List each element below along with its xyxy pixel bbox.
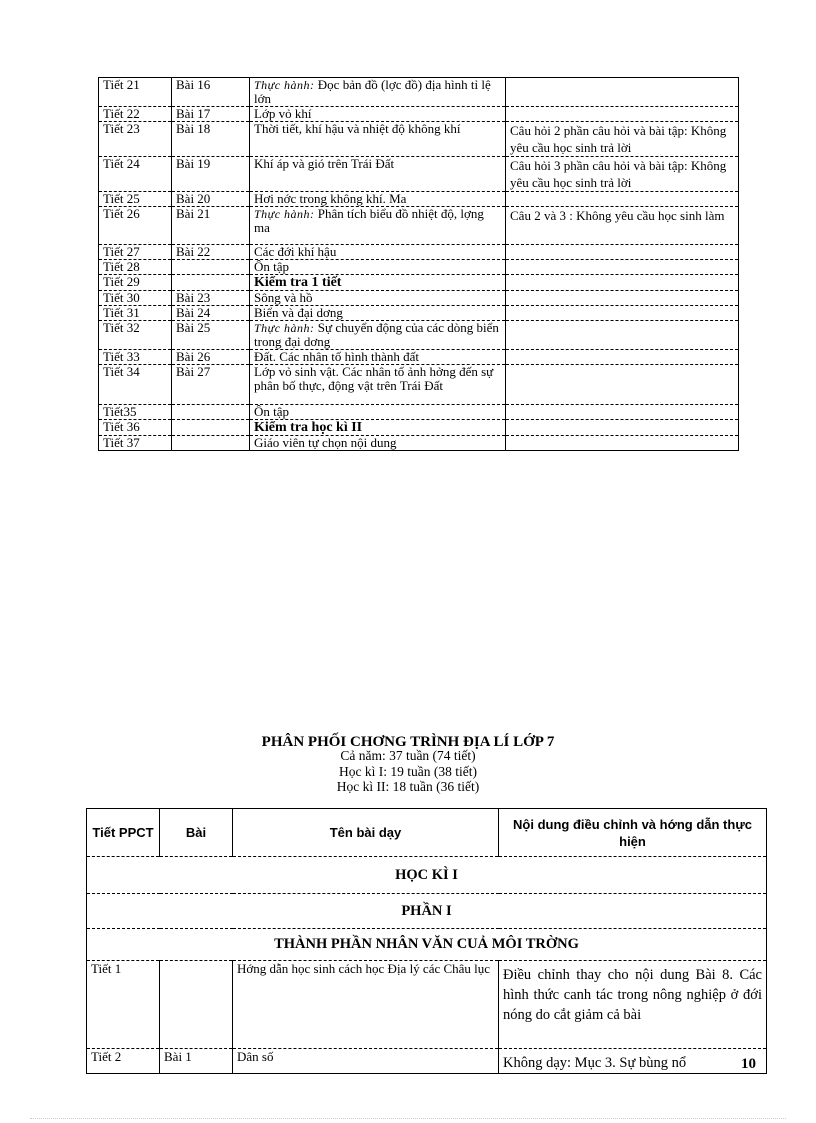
- cell-bai: [172, 260, 250, 275]
- table-row: [99, 420, 739, 436]
- practice-label: Thực hành:: [254, 207, 315, 221]
- lesson-name: Sự chuyển động của các dòng biển trong đại dơng: [254, 320, 499, 349]
- cell-ten-bai: [250, 350, 506, 365]
- cell-name: Hớng dẫn học sinh cách học Địa lý các Châu lục: [233, 961, 499, 1049]
- cell-bai: Bài 21: [172, 207, 250, 245]
- cell-bai: Bài 25: [172, 321, 250, 350]
- cell-ten-bai: [250, 420, 506, 436]
- cell-bai: Bài 19: [172, 157, 250, 192]
- lesson-name: Ôn tập: [254, 404, 290, 419]
- cell-note: [506, 306, 739, 321]
- header-ten-bai: Tên bài dạy: [233, 809, 499, 857]
- cell-note: [506, 436, 739, 451]
- cell-bai: Bài 26: [172, 350, 250, 365]
- cell-note: [506, 192, 739, 207]
- table-row: [87, 961, 767, 1049]
- cell-bai: Bài 24: [172, 306, 250, 321]
- cell-ten-bai: [250, 405, 506, 420]
- lesson-name: Ôn tập: [254, 259, 290, 274]
- cell-tiet: Tiết 2: [87, 1049, 160, 1074]
- section-phan-1: PHẦN I: [87, 894, 767, 929]
- cell-ten-bai: [250, 321, 506, 350]
- cell-bai: Bài 17: [172, 107, 250, 122]
- table-row: [99, 306, 739, 321]
- cell-bai: Bài 16: [172, 78, 250, 107]
- lesson-name: Đọc bản đồ (lợc đồ) địa hình tỉ lệ lớn: [254, 77, 491, 106]
- program-title: PHÂN PHỐI CHƠNG TRÌNH ĐỊA LÍ LỚP 7: [261, 734, 555, 750]
- table-row: [99, 275, 739, 291]
- cell-tiet: Tiết 27: [99, 245, 172, 260]
- table-row: [99, 207, 739, 245]
- table-row: [99, 350, 739, 365]
- cell-note: [506, 107, 739, 122]
- header-noi-dung: Nội dung điều chỉnh và hớng dẫn thực hiện: [499, 809, 767, 857]
- cell-note: [506, 275, 739, 291]
- cell-note: Câu hỏi 2 phần câu hỏi và bài tập: Không yêu cầu học sinh trả lời: [506, 122, 739, 157]
- cell-bai: [172, 420, 250, 436]
- table-row: [99, 365, 739, 405]
- lesson-name: Kiểm tra học kì II: [254, 420, 363, 435]
- cell-ten-bai: [250, 157, 506, 192]
- cell-tiet: Tiết 34: [99, 365, 172, 405]
- cell-note: Câu 2 và 3 : Không yêu cầu học sinh làm: [506, 207, 739, 245]
- cell-ten-bai: [250, 275, 506, 291]
- cell-ten-bai: [250, 291, 506, 306]
- cell-bai: [172, 275, 250, 291]
- cell-note: [506, 78, 739, 107]
- practice-label: Thực hành:: [254, 78, 315, 92]
- lesson-name: Biển và đại dơng: [254, 305, 343, 320]
- semester1-summary: Học kì I: 19 tuần (38 tiết): [339, 764, 477, 779]
- header-bai: Bài: [160, 809, 233, 857]
- cell-note: Điều chỉnh thay cho nội dung Bài 8. Các hình thức canh tác trong nông nghiệp ở đới nóng do cắt giảm cả bài: [499, 961, 767, 1049]
- table-row: [99, 321, 739, 350]
- section-hoc-ki-1: HỌC KÌ I: [87, 857, 767, 894]
- cell-ten-bai: [250, 122, 506, 157]
- table-row: [99, 405, 739, 420]
- cell-bai: [160, 961, 233, 1049]
- page-bottom-rule: [30, 1118, 786, 1119]
- cell-note: [506, 365, 739, 405]
- cell-tiet: Tiết 1: [87, 961, 160, 1049]
- cell-tiet: Tiết 21: [99, 78, 172, 107]
- cell-bai: Bài 18: [172, 122, 250, 157]
- cell-ten-bai: [250, 306, 506, 321]
- table-row: [99, 122, 739, 157]
- year-summary: Cả năm: 37 tuần (74 tiết): [340, 748, 476, 763]
- practice-label: Thực hành:: [254, 321, 315, 335]
- cell-tiet: Tiết 22: [99, 107, 172, 122]
- cell-bai: [172, 405, 250, 420]
- semester2-summary: Học kì II: 18 tuần (36 tiết): [336, 779, 480, 794]
- cell-bai: Bài 27: [172, 365, 250, 405]
- cell-tiet: Tiết 37: [99, 436, 172, 451]
- table-row: [87, 1049, 767, 1074]
- lesson-name: Các đới khí hậu: [254, 244, 337, 259]
- table-row: [99, 291, 739, 306]
- cell-ten-bai: [250, 107, 506, 122]
- lesson-name: Giáo viên tự chọn nội dung: [254, 435, 397, 450]
- cell-ten-bai: [250, 260, 506, 275]
- table-row: [99, 260, 739, 275]
- cell-note: [506, 291, 739, 306]
- table-row: [99, 436, 739, 451]
- cell-tiet: Tiết 25: [99, 192, 172, 207]
- cell-note: [506, 420, 739, 436]
- cell-tiet: Tiết 28: [99, 260, 172, 275]
- cell-note: [506, 260, 739, 275]
- cell-ten-bai: [250, 207, 506, 245]
- table-row: [99, 157, 739, 192]
- header-tiet: Tiết PPCT: [87, 809, 160, 857]
- cell-name: Dân số: [233, 1049, 499, 1074]
- curriculum-table-grade7: [86, 808, 767, 1074]
- cell-bai: Bài 23: [172, 291, 250, 306]
- lesson-name: Phân tích biểu đồ nhiệt độ, lợng ma: [254, 206, 484, 235]
- cell-tiet: Tiết 33: [99, 350, 172, 365]
- cell-bai: [172, 436, 250, 451]
- table-row: [99, 107, 739, 122]
- cell-tiet: Tiết 23: [99, 122, 172, 157]
- cell-ten-bai: [250, 245, 506, 260]
- cell-tiet: Tiết 30: [99, 291, 172, 306]
- cell-tiet: Tiết35: [99, 405, 172, 420]
- cell-note: Câu hỏi 3 phần câu hỏi và bài tập: Không yêu cầu học sinh trả lời: [506, 157, 739, 192]
- cell-note: [506, 405, 739, 420]
- table-row: [99, 192, 739, 207]
- lesson-name: Khí áp và gió trên Trái Đất: [254, 156, 395, 171]
- lesson-name: Sông và hồ: [254, 290, 313, 305]
- cell-ten-bai: [250, 365, 506, 405]
- cell-tiet: Tiết 26: [99, 207, 172, 245]
- cell-tiet: Tiết 32: [99, 321, 172, 350]
- cell-tiet: Tiết 31: [99, 306, 172, 321]
- cell-note: [506, 321, 739, 350]
- cell-bai: Bài 20: [172, 192, 250, 207]
- section-nhan-van: THÀNH PHẦN NHÂN VĂN CUẢ MÔI TRỜNG: [87, 929, 767, 961]
- lesson-name: Lớp vỏ khí: [254, 106, 312, 121]
- cell-ten-bai: [250, 78, 506, 107]
- table-row: [99, 78, 739, 107]
- cell-ten-bai: [250, 436, 506, 451]
- cell-note: Không dạy: Mục 3. Sự bùng nổ: [499, 1049, 767, 1074]
- lesson-name: Lớp vỏ sinh vật. Các nhân tố ảnh hởng đến sự phân bố thực, động vật trên Trái Đất: [254, 364, 494, 393]
- lesson-name: Kiểm tra 1 tiết: [254, 275, 342, 290]
- cell-ten-bai: [250, 192, 506, 207]
- page-number: 10: [741, 1056, 756, 1072]
- lesson-name: Thời tiết, khí hậu và nhiệt độ không khí: [254, 121, 461, 136]
- table-row: [99, 245, 739, 260]
- cell-bai: Bài 22: [172, 245, 250, 260]
- cell-note: [506, 350, 739, 365]
- cell-tiet: Tiết 29: [99, 275, 172, 291]
- cell-bai: Bài 1: [160, 1049, 233, 1074]
- cell-tiet: Tiết 36: [99, 420, 172, 436]
- cell-note: [506, 245, 739, 260]
- lesson-name: Hơi nớc trong không khí. Ma: [254, 191, 407, 206]
- curriculum-table-continued: [98, 77, 739, 451]
- lesson-name: Đất. Các nhân tố hình thành đất: [254, 349, 419, 364]
- cell-tiet: Tiết 24: [99, 157, 172, 192]
